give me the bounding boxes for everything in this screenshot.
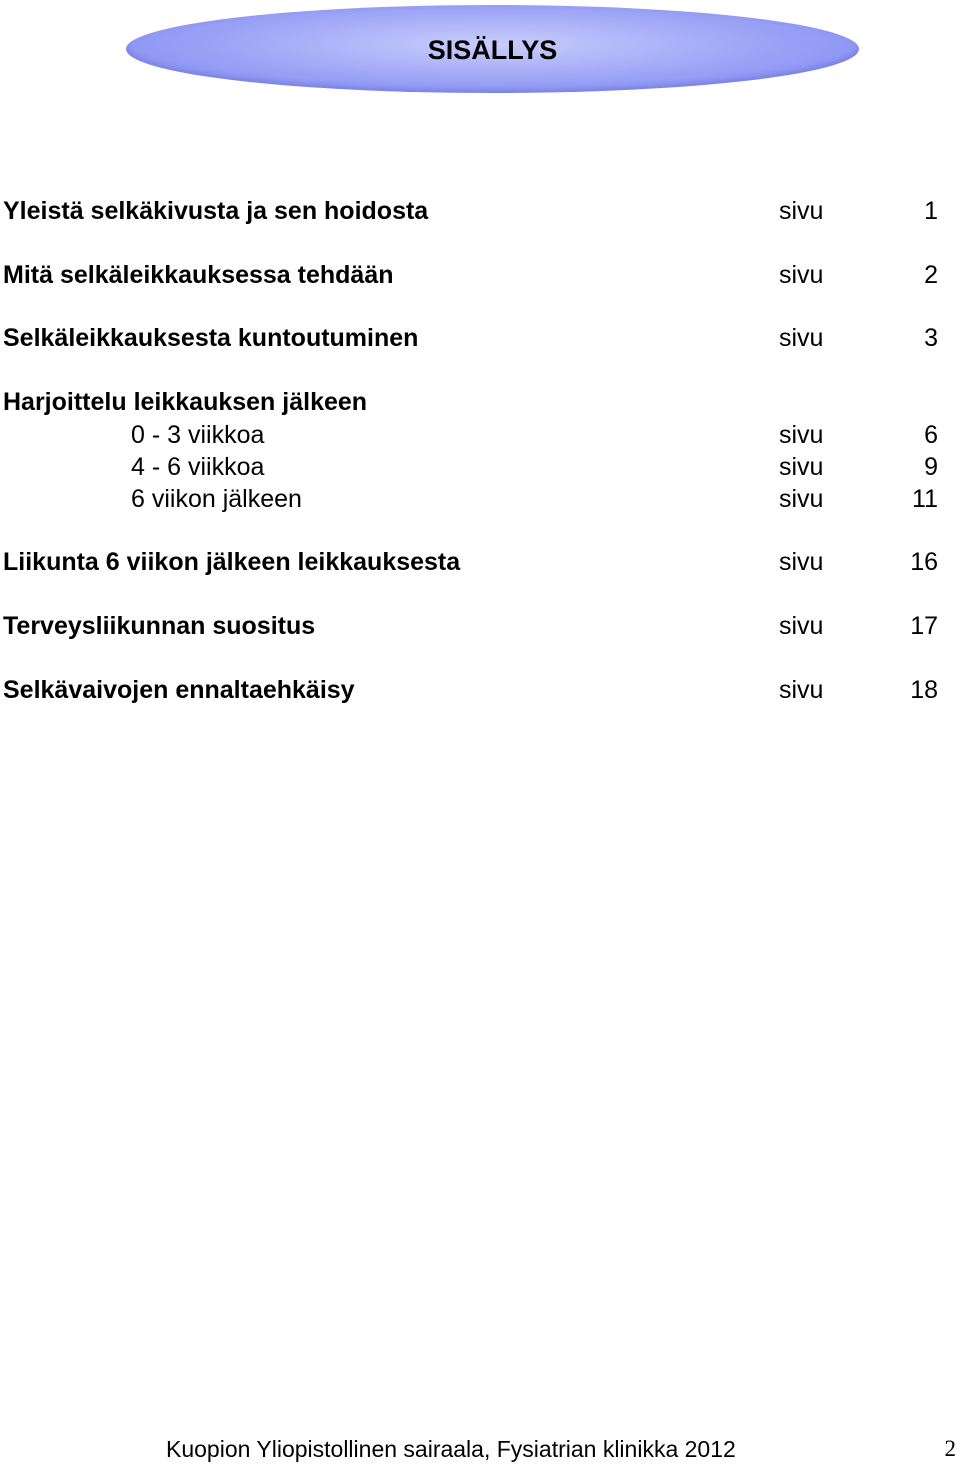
toc-entry-sivu-label: sivu	[779, 612, 824, 640]
toc-entry	[0, 610, 960, 642]
toc-entry-sivu-label: sivu	[779, 548, 824, 576]
toc-entry-page-number: 3	[924, 324, 938, 352]
footer-page-number: 2	[944, 1436, 956, 1461]
page-footer	[0, 1433, 960, 1465]
toc-entry-title: 0 - 3 viikkoa	[131, 421, 265, 449]
toc-entry-title: 6 viikon jälkeen	[131, 485, 302, 513]
toc-entry-title: Liikunta 6 viikon jälkeen leikkauksesta	[3, 548, 461, 576]
toc-entry-page-number: 16	[910, 548, 938, 576]
toc-entry	[0, 195, 960, 227]
toc-entry-sivu-label: sivu	[779, 324, 824, 352]
toc-entry-page-number: 6	[924, 421, 938, 449]
toc-entry-title: 4 - 6 viikkoa	[131, 453, 265, 481]
toc-entry-page-number: 17	[910, 612, 938, 640]
toc-section-heading	[0, 386, 960, 418]
page-title: SISÄLLYS	[427, 35, 558, 65]
toc-entry-sivu-label: sivu	[779, 676, 824, 704]
toc-entry-title: Mitä selkäleikkauksessa tehdään	[3, 261, 394, 289]
toc-entry-title: Harjoittelu leikkauksen jälkeen	[3, 388, 368, 416]
toc-entry-sivu-label: sivu	[779, 485, 824, 513]
toc-entry	[0, 322, 960, 354]
toc-subentry	[0, 483, 960, 515]
toc-entry-page-number: 2	[924, 261, 938, 289]
toc-entry-page-number: 11	[912, 485, 938, 513]
toc-entry-sivu-label: sivu	[779, 261, 824, 289]
toc-entry-title: Selkäleikkauksesta kuntoutuminen	[3, 324, 419, 352]
toc-entry	[0, 259, 960, 291]
toc-entry-page-number: 18	[910, 676, 938, 704]
toc-subentry	[0, 451, 960, 483]
toc-entry-sivu-label: sivu	[779, 453, 824, 481]
toc-entry-sivu-label: sivu	[779, 421, 824, 449]
toc-entry-title: Selkävaivojen ennaltaehkäisy	[3, 676, 355, 704]
footer-text: Kuopion Yliopistollinen sairaala, Fysiatrian klinikka 2012	[166, 1436, 736, 1462]
toc-entry	[0, 546, 960, 578]
toc-entry-page-number: 1	[924, 197, 938, 225]
toc-entry	[0, 674, 960, 706]
toc-entry-sivu-label: sivu	[779, 197, 824, 225]
toc-subentry	[0, 419, 960, 451]
toc-entry-page-number: 9	[924, 453, 938, 481]
toc-entry-title: Yleistä selkäkivusta ja sen hoidosta	[3, 197, 429, 225]
toc-entry-title: Terveysliikunnan suositus	[3, 612, 316, 640]
